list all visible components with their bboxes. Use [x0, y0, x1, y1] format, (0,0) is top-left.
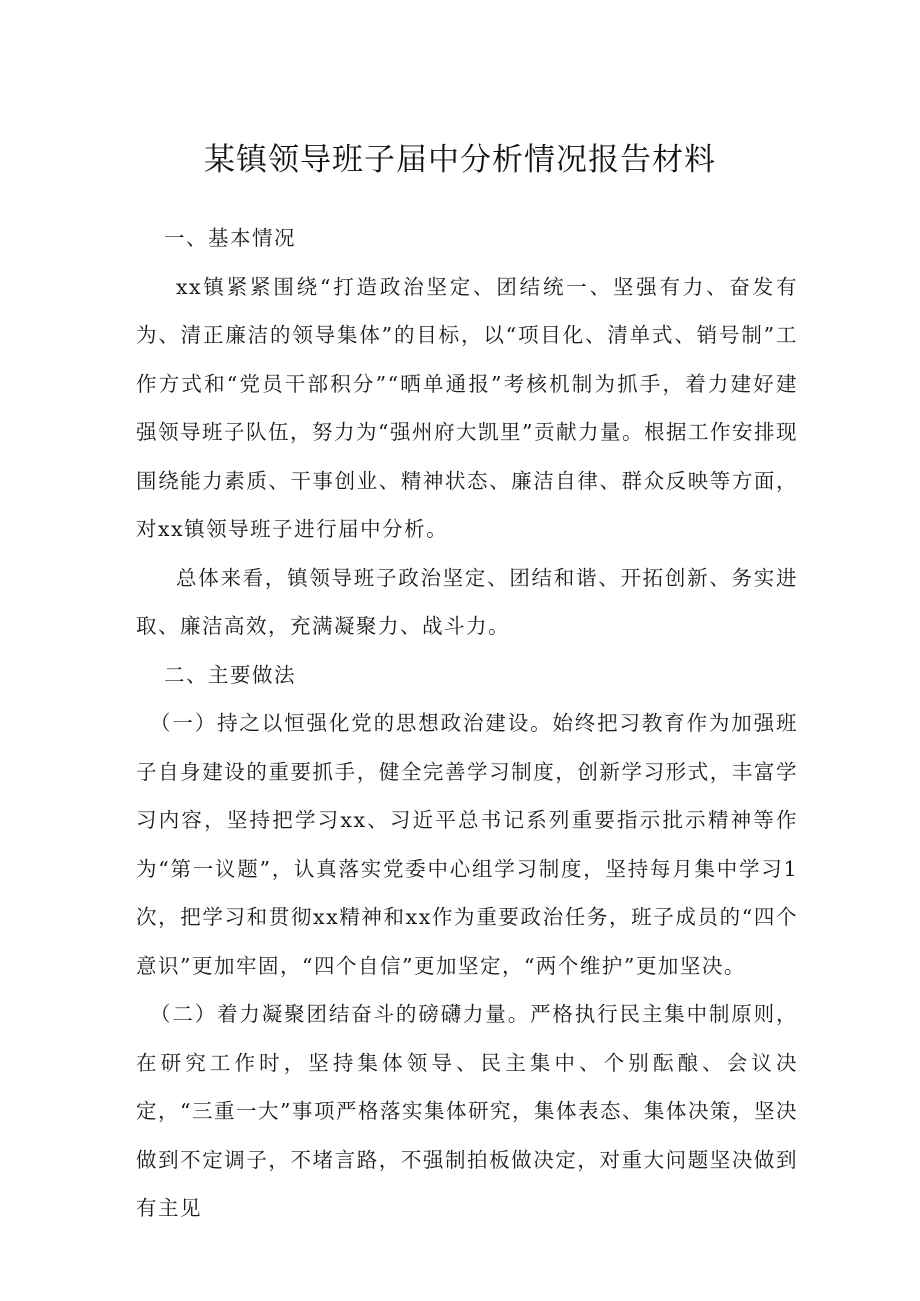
- section-heading-basic-situation: 一、基本情况: [164, 226, 296, 250]
- paragraph-overall-view: 总体来看，镇领导班子政治坚定、团结和谐、开拓创新、务实进取、廉洁高效，充满凝聚力、战斗力。: [136, 565, 798, 638]
- paragraph-basic-situation: xx镇紧紧围绕“打造政治坚定、团结统一、坚强有力、奋发有为、清正廉洁的领导集体”的目标，以“项目化、清单式、销号制”工作方式和“党员干部积分”“晒单通报”考核机制为抓手，着力建好建强领导班子队伍，努力为“强州府大凯里”贡献力量。根据工作安排现围绕能力素质、干事创业、精神状态、廉洁自律、群众反映等方面，对xx镇领导班子进行届中分析。: [136, 274, 798, 541]
- document-body: [136, 214, 798, 1233]
- paragraph-practice-2: （二）着力凝聚团结奋斗的磅礴力量。严格执行民主集中制原则，在研究工作时，坚持集体领导、民主集中、个别酝酿、会议决定，“三重一大”事项严格落实集体研究，集体表态、集体决策，坚决做到不定调子，不堵言路，不强制拍板做决定，对重大问题坚决做到有主见: [136, 1002, 798, 1220]
- paragraph-practice-1: （一）持之以恒强化党的思想政治建设。始终把习教育作为加强班子自身建设的重要抓手，健全完善学习制度，创新学习形式，丰富学习内容，坚持把学习xx、习近平总书记系列重要指示批示精神等作为“第一议题”，认真落实党委中心组学习制度，坚持每月集中学习1次，把学习和贯彻xx精神和xx作为重要政治任务，班子成员的“四个意识”更加牢固，“四个自信”更加坚定，“两个维护”更加坚决。: [136, 711, 798, 978]
- document-title: 某镇领导班子届中分析情况报告材料: [204, 142, 716, 178]
- section-heading-main-practices: 二、主要做法: [164, 662, 296, 687]
